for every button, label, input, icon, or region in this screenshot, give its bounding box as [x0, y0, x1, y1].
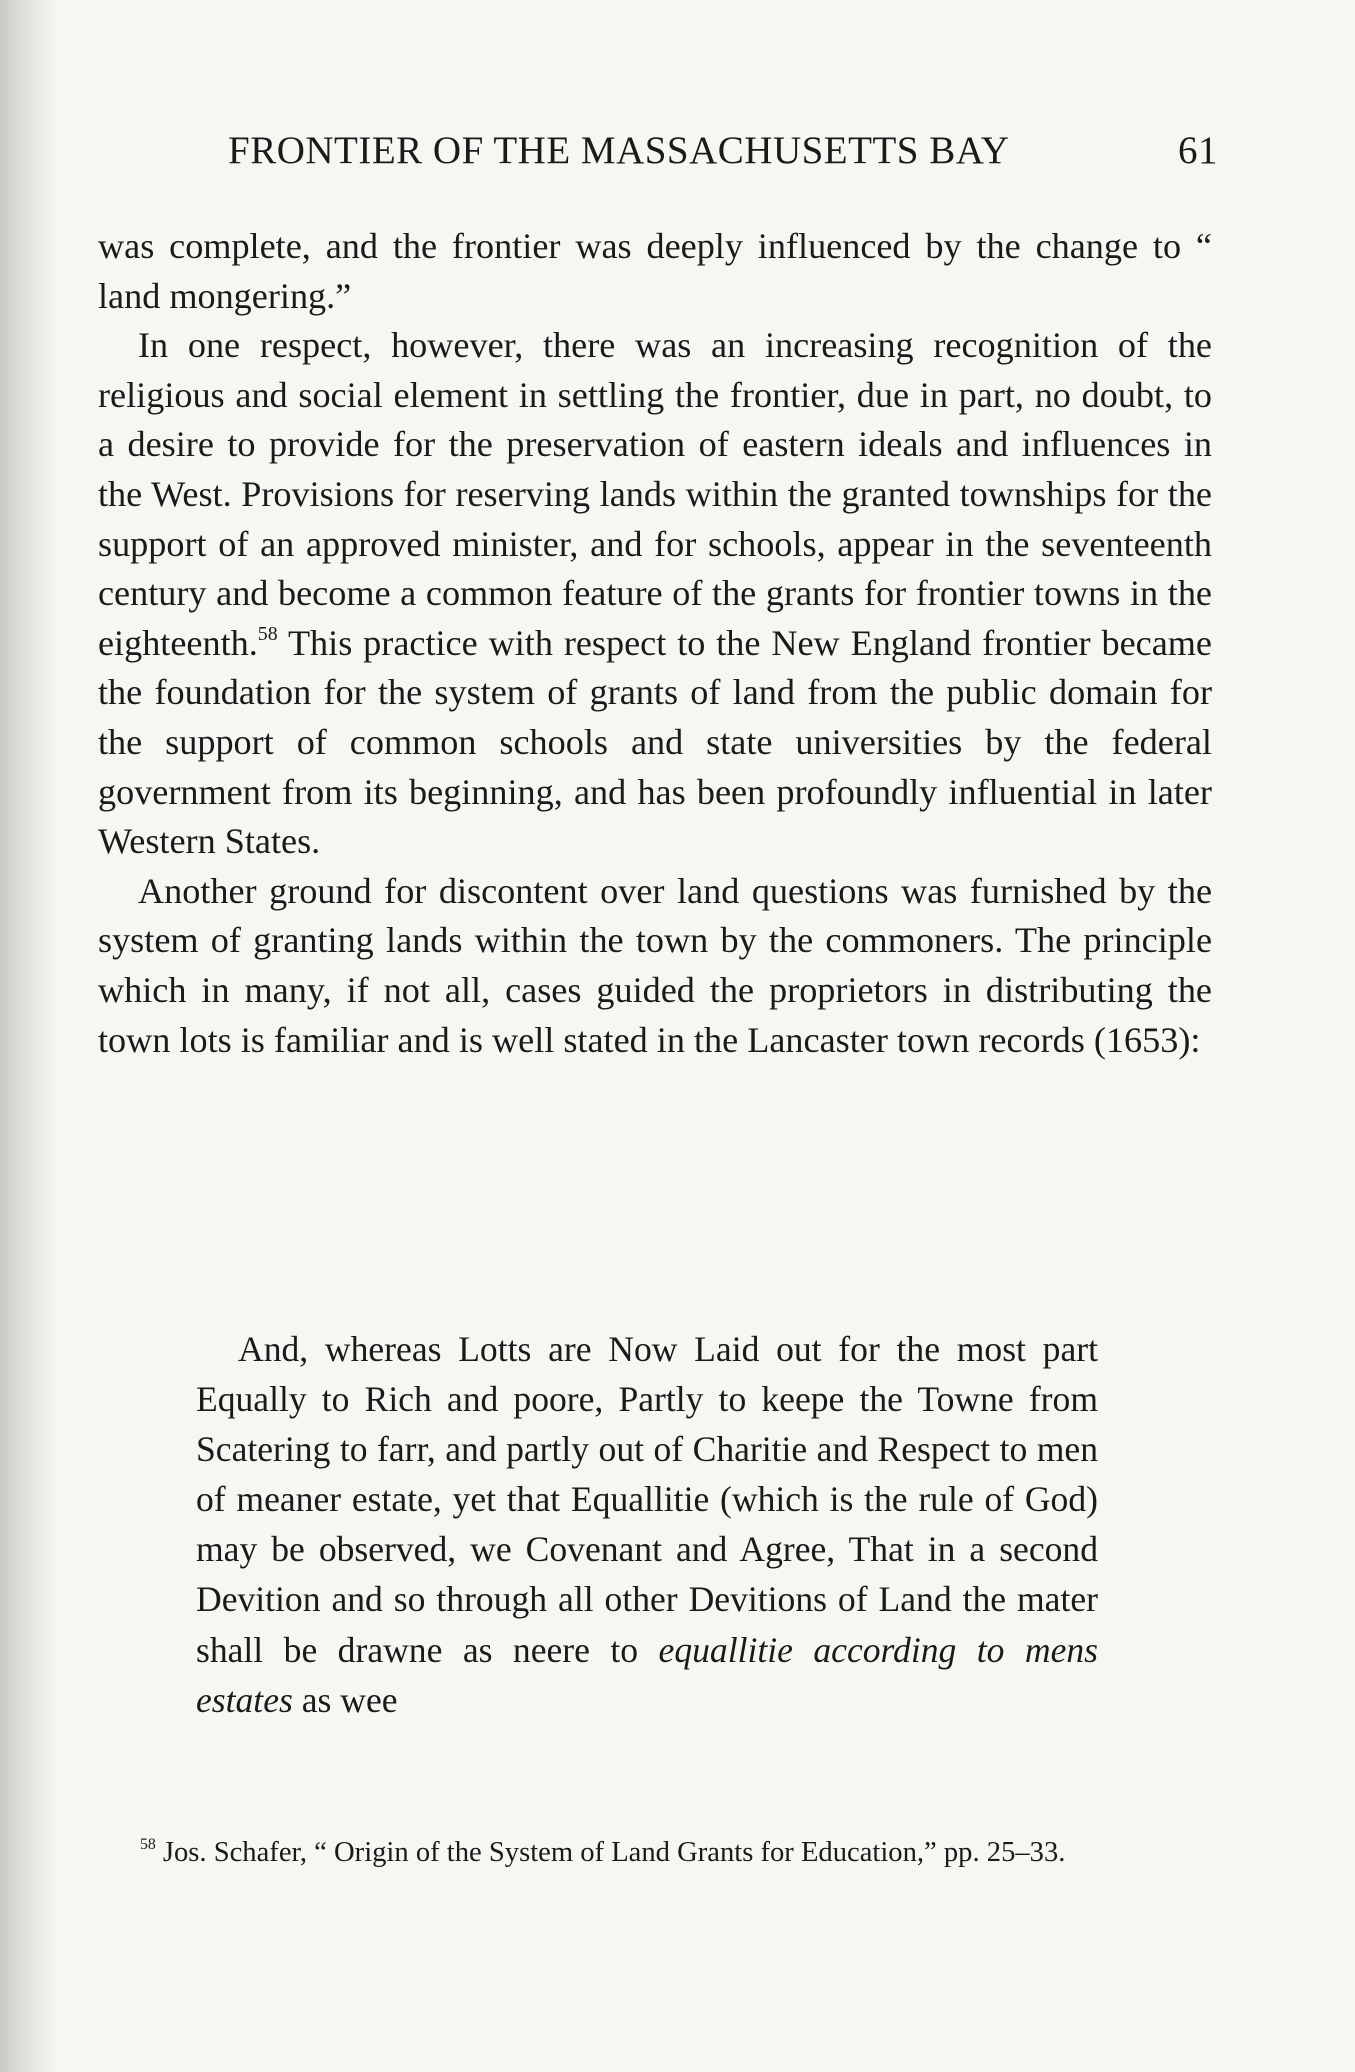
paragraph-2: [98, 321, 1212, 867]
paragraph-1: was complete, and the frontier was deeply influenced by the change to “ land mongering.”: [98, 226, 1212, 316]
footnote-reference: 58: [257, 622, 278, 645]
footnote-number: 58: [140, 1836, 156, 1854]
paragraph-2-part-2: This practice with respect to the New England frontier became the foundation for the system of grants of land from the public domain for the support of common schools and state universities by the federal government from its beginning, and has been profoundly influential in later Western States.: [98, 622, 1212, 862]
footnote: [100, 1835, 1212, 1871]
quote-text-part-2: as wee: [292, 1679, 398, 1720]
page-number: 61: [1178, 129, 1218, 172]
paragraph-2-part-1: In one respect, however, there was an increasing recognition of the religious and social element in settling the frontier, due in part, no doubt, to a desire to provide for the preservation of eastern ideals and influences in the West. Provisions for reserving lands within the granted townships for the support of an approved minister, and for schools, appear in the seventeenth century and become a common feature of the grants for frontier towns in the eighteenth.: [98, 325, 1212, 663]
running-head-title: FRONTIER OF THE MASSACHUSETTS BAY: [228, 129, 1010, 172]
block-quote: [196, 1324, 1098, 1725]
running-head: [228, 128, 1218, 188]
footnote-text: [100, 1835, 1212, 1871]
block-quote-text: [196, 1324, 1098, 1725]
footnote-citation: Jos. Schafer, “ Origin of the System of Land Grants for Education,” pp. 25–33.: [155, 1837, 1066, 1868]
quote-italic-phrase: equallitie according to mens estates: [196, 1629, 1098, 1720]
body-text: [98, 222, 1212, 1065]
paragraph-3: Another ground for discontent over land questions was furnished by the system of granting lands within the town by the commoners. The principle which in many, if not all, cases guided the proprietors in distributing the town lots is familiar and is well stated in the Lancaster town records (1653):: [98, 870, 1212, 1060]
quote-text-part-1: And, whereas Lotts are Now Laid out for the most part Equally to Rich and poore, Partly to keepe the Towne from Scatering to farr, and partly out of Charitie and Respect to men of meaner estate, yet that Equallitie (which is the rule of God) may be observed, we Covenant and Agree, That in a second Devition and so through all other Devitions of Land the mater shall be drawne as neere to: [196, 1329, 1098, 1670]
